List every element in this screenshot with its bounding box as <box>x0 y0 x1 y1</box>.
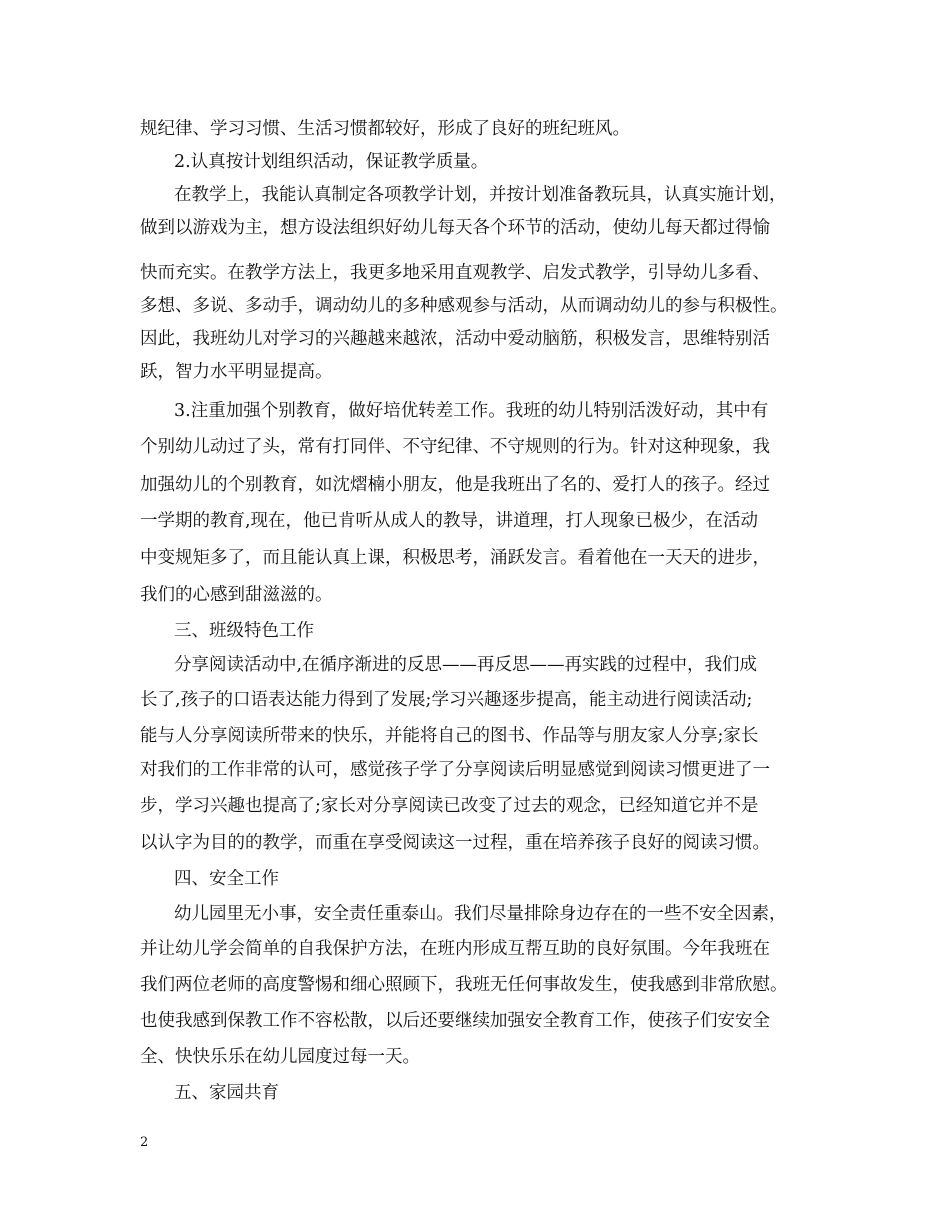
section-heading: 五、家园共育 <box>174 1083 279 1103</box>
text-line: 加强幼儿的个别教育，如沈熠楠小朋友，他是我班出了名的、爱打人的孩子。经过 <box>140 475 770 495</box>
text-line: 也使我感到保教工作不容松散，以后还要继续加强安全教育工作，使孩子们安安全 <box>140 1011 770 1031</box>
text-line: 分享阅读活动中,在循序渐进的反思——再反思——再实践的过程中，我们成 <box>174 655 758 675</box>
text-line: 做到以游戏为主，想方设法组织好幼儿每天各个环节的活动，使幼儿每天都过得愉 <box>140 218 770 238</box>
text-line: 快而充实。在教学方法上，我更多地采用直观教学、启发式教学，引导幼儿多看、 <box>140 263 770 283</box>
text-line: 以认字为目的的教学，而重在享受阅读这一过程，重在培养孩子良好的阅读习惯。 <box>140 833 770 853</box>
text-line: 能与人分享阅读所带来的快乐，并能将自己的图书、作品等与朋友家人分享;家长 <box>140 726 759 746</box>
text-line: 对我们的工作非常的认可，感觉孩子学了分享阅读后明显感觉到阅读习惯更进了一 <box>140 760 770 780</box>
text-line: 个别幼儿动过了头，常有打同伴、不守纪律、不守规则的行为。针对这种现象，我 <box>140 437 770 457</box>
text-line: 步，学习兴趣也提高了;家长对分享阅读已改变了过去的观念，已经知道它并不是 <box>140 796 759 816</box>
text-line: 长了,孩子的口语表达能力得到了发展;学习兴趣逐步提高，能主动进行阅读活动; <box>140 690 753 710</box>
text-line: 一学期的教育,现在，他已肯听从成人的教导，讲道理，打人现象已极少，在活动 <box>140 511 759 531</box>
text-line: 在教学上，我能认真制定各项教学计划，并按计划准备教玩具，认真实施计划， <box>174 185 787 205</box>
section-heading: 三、班级特色工作 <box>174 621 314 641</box>
text-line: 幼儿园里无小事，安全责任重泰山。我们尽量排除身边存在的一些不安全因素， <box>174 904 787 924</box>
section-heading: 2.认真按计划组织活动，保证教学质量。 <box>174 152 489 172</box>
text-line: 我们两位老师的高度警惕和细心照顾下，我班无任何事故发生，使我感到非常欣慰。 <box>140 975 788 995</box>
text-line: 并让幼儿学会简单的自我保护方法，在班内形成互帮互助的良好氛围。今年我班在 <box>140 939 770 959</box>
page-number: 2 <box>140 1135 149 1150</box>
text-line: 规纪律、学习习惯、生活习惯都较好，形成了良好的班纪班风。 <box>140 119 630 139</box>
text-line: 我们的心感到甜滋滋的。 <box>140 585 333 605</box>
text-line: 多想、多说、多动手，调动幼儿的多种感观参与活动，从而调动幼儿的参与积极性。 <box>140 296 788 316</box>
text-line: 3.注重加强个别教育，做好培优转差工作。我班的幼儿特别活泼好动，其中有 <box>174 401 769 421</box>
section-heading: 四、安全工作 <box>174 869 279 889</box>
text-line: 中变规矩多了，而且能认真上课，积极思考，涌跃发言。看着他在一天天的进步， <box>140 548 770 568</box>
text-line: 跃，智力水平明显提高。 <box>140 362 333 382</box>
text-line: 因此，我班幼儿对学习的兴趣越来越浓，活动中爱动脑筋，积极发言，思维特别活 <box>140 329 770 349</box>
text-line: 全、快快乐乐在幼儿园度过每一天。 <box>140 1047 420 1067</box>
